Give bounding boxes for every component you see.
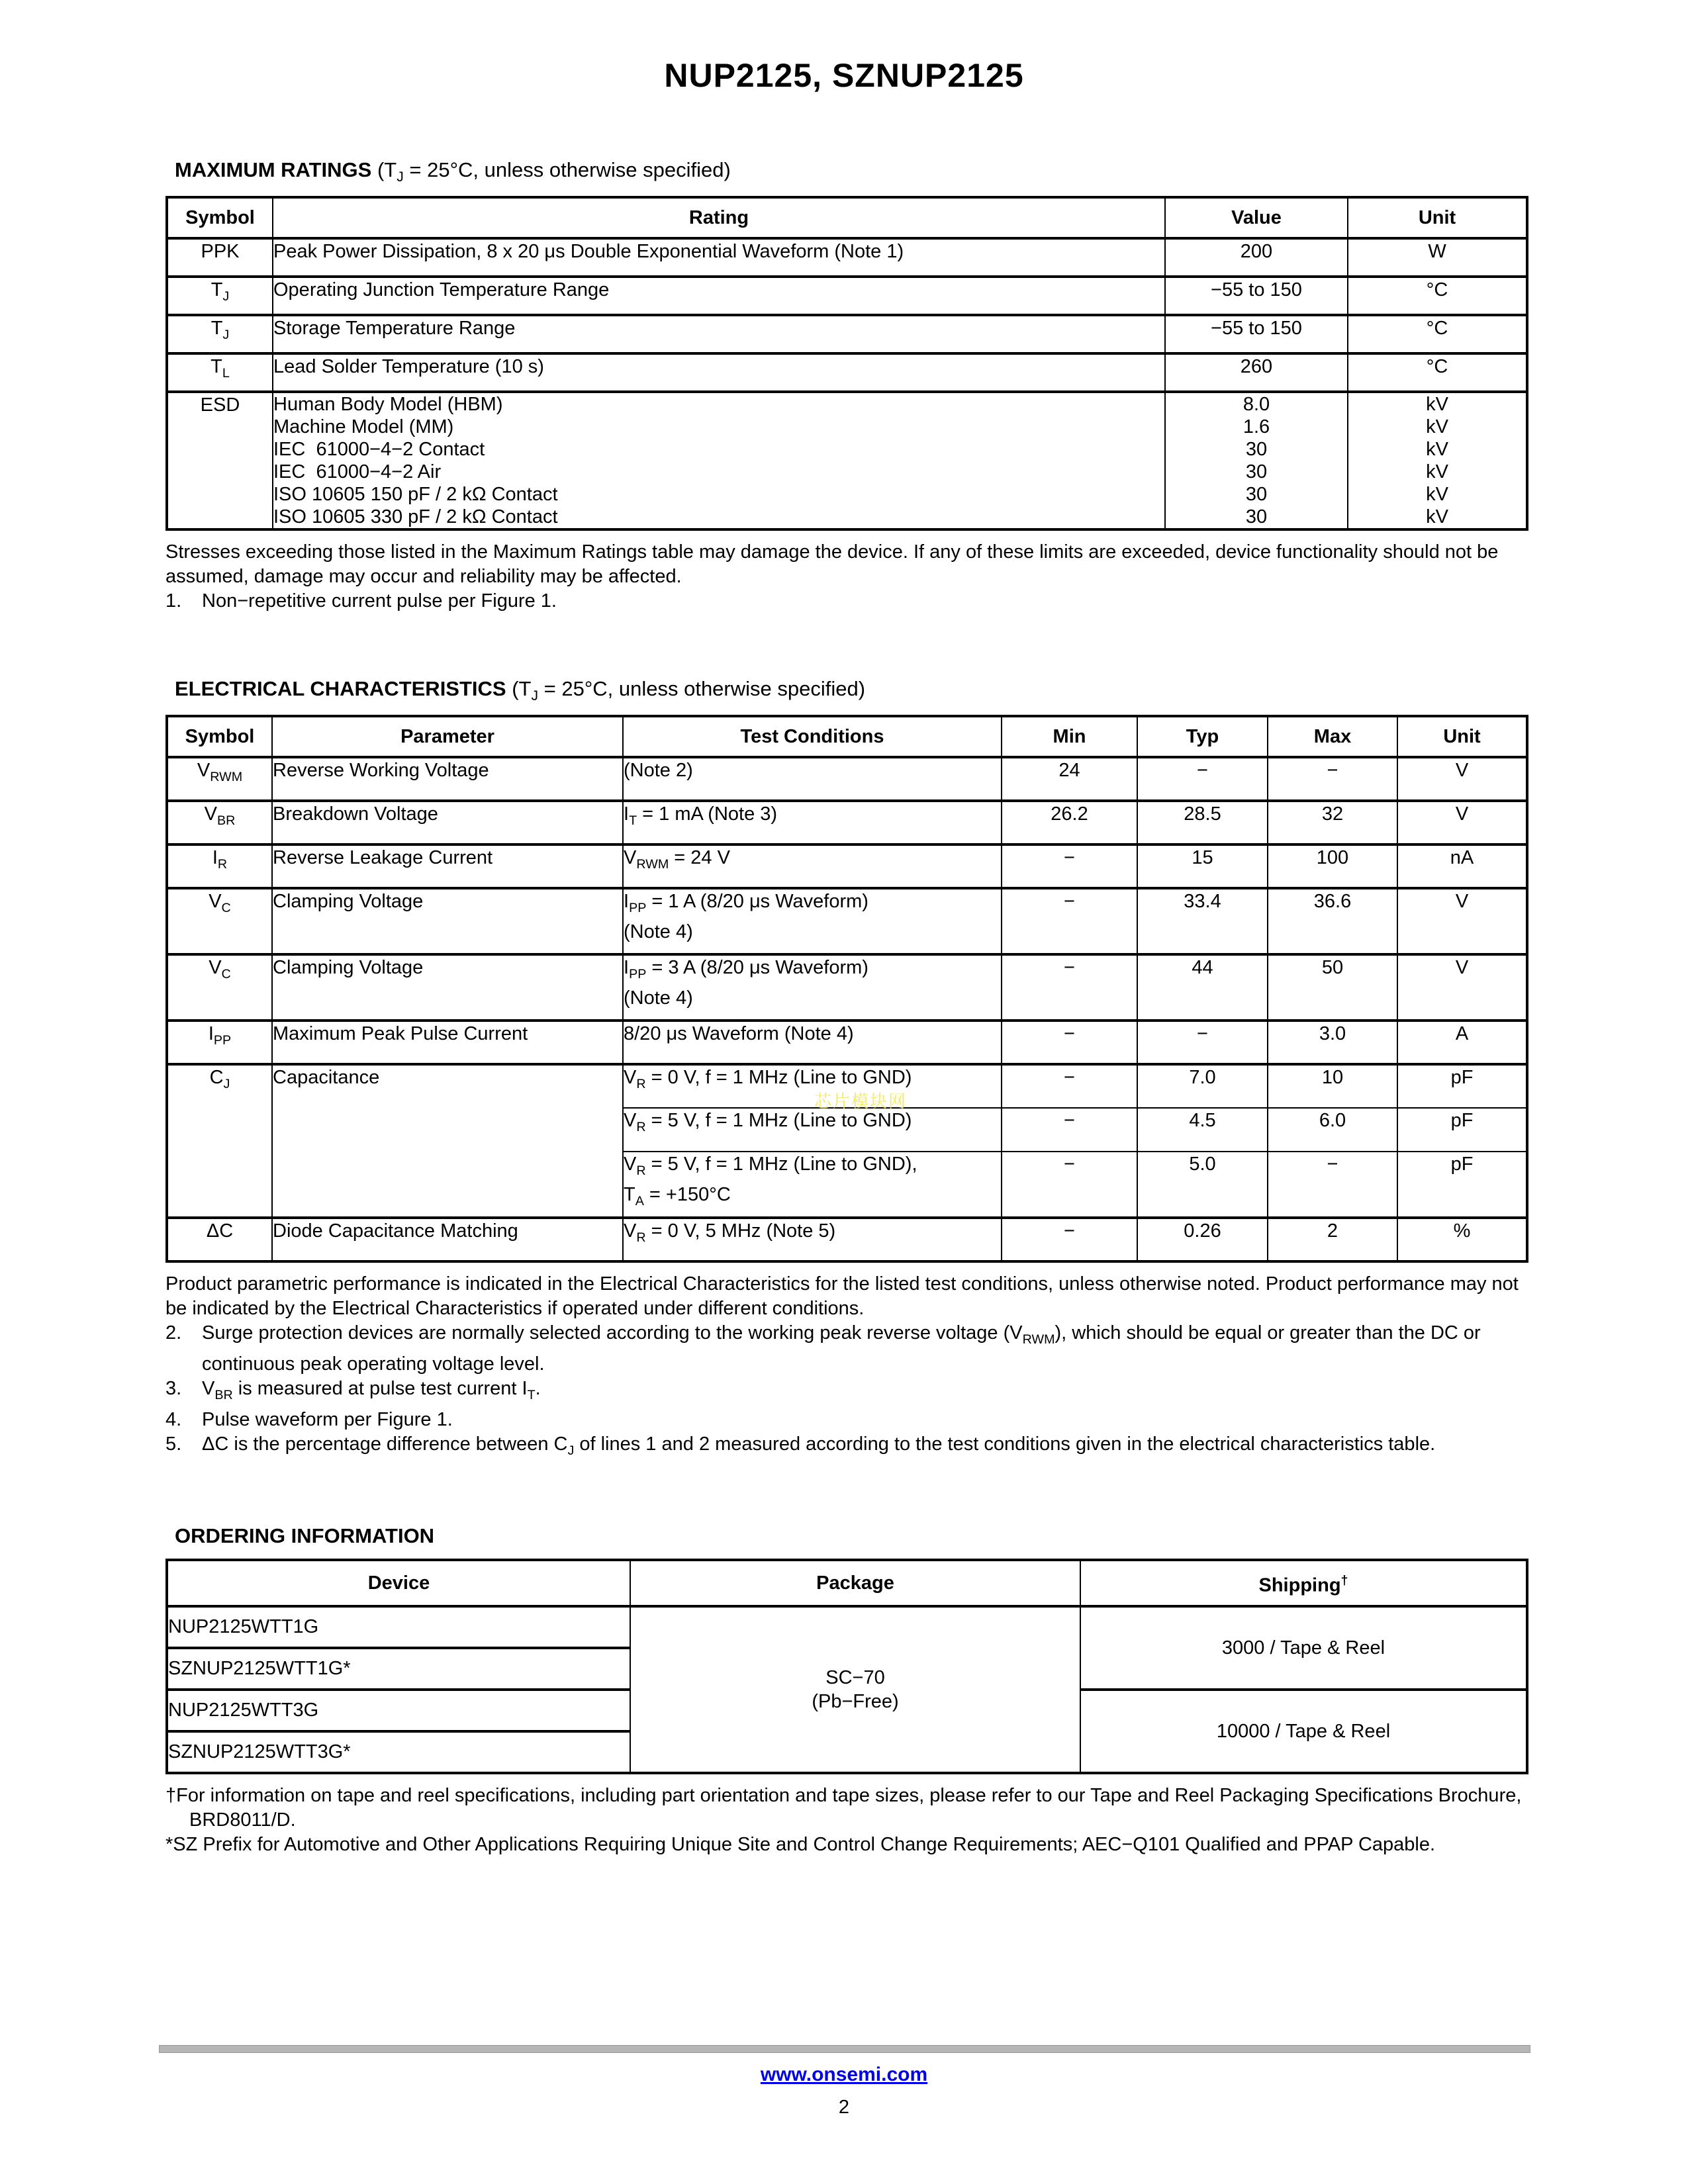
table-row [167,1218,1527,1261]
note-text: ΔC is the percentage difference between $C_J$ of lines 1 and 2 measured according to the test conditions given in the electrical characteristics table. [202,1433,1436,1458]
device-cell: SZNUP2125WTT1G* [167,1648,630,1690]
conditions-cell: $I_{PP} = 1$ A (8/20 μs Waveform) (Note 4) [623,888,1002,954]
electrical-heading [175,677,1526,704]
device-cell: SZNUP2125WTT3G* [167,1731,630,1773]
max-cell: 10 [1268,1064,1397,1108]
conditions-text: $V_R = 0$ V, f = 1 MHz (Line to GND) [624,1067,912,1092]
max-cell: 2 [1268,1218,1397,1261]
col-header-rating: Rating [273,197,1165,238]
typ-cell: − [1137,1021,1268,1064]
unit-cell: °C [1348,315,1527,353]
esd-rating-line: ISO 10605 150 pF / 2 kΩ Contact [273,484,558,506]
table-row [167,277,1527,315]
unit-cell: pF [1397,1152,1527,1218]
note-number: 2. [165,1322,182,1344]
min-cell: − [1002,1152,1137,1218]
watermark: 芯片模块网 [814,1091,908,1112]
page-number: 2 [838,2097,850,2118]
esd-unit-line: kV [1426,506,1448,528]
note-1 [165,589,1526,614]
conditions-cell: $I_T = 1$ mA (Note 3) [623,801,1002,844]
col-header-max: Max [1268,716,1397,757]
min-cell: 24 [1002,757,1137,801]
col-header-device: Device [167,1560,630,1606]
esd-unit-line: kV [1426,439,1448,461]
min-cell: − [1002,1021,1137,1064]
typ-cell: 5.0 [1137,1152,1268,1218]
col-header-symbol: Symbol [167,716,272,757]
parameter-cell: Breakdown Voltage [272,801,623,844]
table-row [167,315,1527,353]
esd-rating-line: ISO 10605 330 pF / 2 kΩ Contact [273,506,558,528]
esd-rating-line: IEC 61000−4−2 Air [273,461,442,483]
parameter-cell: Diode Capacitance Matching [272,1218,623,1261]
note-text: Surge protection devices are normally selected according to the working peak reverse voltage $(V_{RWM})$, which should be equal or greater than the DC or continuous peak operating voltage level. [202,1322,1481,1375]
unit-cell: pF [1397,1064,1527,1108]
conditions-cell: $V_R = 5$ V, f = 1 MHz (Line to GND), $T_A = +150^\circ C$ [623,1152,1002,1218]
parameter-cell: Maximum Peak Pulse Current [272,1021,623,1064]
col-header-typ: Typ [1137,716,1268,757]
min-cell: − [1002,844,1137,888]
symbol-cell: $C_J$ [167,1064,272,1218]
electrical-characteristics-table [165,715,1528,1263]
typ-cell: − [1137,757,1268,801]
symbol-cell: $T_J$ [167,315,273,353]
symbol-cell: ΔC [167,1218,272,1261]
col-header-package: Package [630,1560,1080,1606]
table-row [167,353,1527,392]
esd-rating-line: Human Body Model (HBM) [273,394,503,416]
table-row [167,238,1527,277]
typ-cell: 7.0 [1137,1064,1268,1108]
esd-unit-line: kV [1426,484,1448,506]
typ-cell: 15 [1137,844,1268,888]
unit-cell: V [1397,954,1527,1021]
unit-cell: V [1397,801,1527,844]
table-row [167,954,1527,1021]
esd-rating-line: Machine Model (MM) [273,416,454,438]
parameter-cell: Clamping Voltage [272,954,623,1021]
note-number: 1. [165,590,182,612]
table-row [167,844,1527,888]
esd-value-line: 30 [1245,506,1268,528]
symbol-cell: $T_L$ [167,353,273,392]
unit-cell: % [1397,1218,1527,1261]
table-row [167,888,1527,954]
max-cell: 6.0 [1268,1108,1397,1152]
col-header-min: Min [1002,716,1137,757]
table-row-esd [167,392,1527,529]
parameter-cell: Reverse Leakage Current [272,844,623,888]
esd-value-line: 30 [1245,461,1268,483]
value-cell: −55 to 150 [1165,315,1348,353]
note-text: Non−repetitive current pulse per Figure 1. [202,590,557,612]
shipping-cell: 10000 / Tape & Reel [1080,1690,1527,1773]
esd-unit-cell [1348,392,1527,529]
esd-unit-line: kV [1426,394,1448,416]
note-number: 5. [165,1433,182,1455]
symbol-cell: $I_R$ [167,844,272,888]
symbol-cell: ESD [167,392,273,529]
symbol-cell: PPK [167,238,273,277]
note-text: $V_{BR}$ is measured at pulse test current $I_T$. [202,1378,541,1402]
ordering-footnotes [165,1784,1526,1857]
min-cell: − [1002,1108,1137,1152]
max-ratings-heading-label: MAXIMUM RATINGS [175,158,372,181]
parameter-cell: Clamping Voltage [272,888,623,954]
max-cell: 32 [1268,801,1397,844]
max-cell: 100 [1268,844,1397,888]
conditions-cell: $V_R = 0$ V, 5 MHz (Note 5) [623,1218,1002,1261]
esd-value-line: 30 [1245,439,1268,461]
typ-cell: 4.5 [1137,1108,1268,1152]
min-cell: − [1002,954,1137,1021]
electrical-heading-label: ELECTRICAL CHARACTERISTICS [175,677,506,701]
max-cell: − [1268,757,1397,801]
max-ratings-disclaimer: Stresses exceeding those listed in the Maximum Ratings table may damage the device. If any of these limits are exceeded, device functionality should not be assumed, damage may occur and reliability may be affected. [165,541,1499,588]
table-row [167,1606,1527,1648]
electrical-disclaimer: Product parametric performance is indicated in the Electrical Characteristics for the listed test conditions, unless otherwise noted. Product performance may not be indicated by the Electrical Characteristics if operated under different conditions. [165,1273,1519,1320]
unit-cell: W [1348,238,1527,277]
ordering-heading-label: ORDERING INFORMATION [175,1524,435,1547]
conditions-cell: $V_R = 5$ V, f = 1 MHz (Line to GND) [623,1108,1002,1152]
symbol-cell: $V_C$ [167,888,272,954]
note-number: 4. [165,1408,182,1430]
shipping-cell: 3000 / Tape & Reel [1080,1606,1527,1690]
footnote-star: *SZ Prefix for Automotive and Other Applications Requiring Unique Site and Control Change Requirements; AEC−Q101 Qualified and PPAP Capable. [165,1833,1436,1855]
col-header-symbol: Symbol [167,197,273,238]
max-cell: 50 [1268,954,1397,1021]
symbol-cell: $V_{RWM}$ [167,757,272,801]
conditions-cell: $I_{PP} = 3$ A (8/20 μs Waveform) (Note 4) [623,954,1002,1021]
esd-value-line: 30 [1245,484,1268,506]
electrical-heading-condition: ($T_J = 25^\circ C$, unless otherwise specified) [512,677,866,704]
esd-value-cell [1165,392,1348,529]
table-row [167,801,1527,844]
symbol-cell: $V_C$ [167,954,272,1021]
rating-cell: Storage Temperature Range [273,315,1165,353]
onsemi-link[interactable]: www.onsemi.com [760,2064,928,2085]
content-area [165,158,1526,1857]
col-header-shipping: Shipping† [1080,1560,1527,1606]
symbol-cell: $I_{PP}$ [167,1021,272,1064]
rating-cell: Operating Junction Temperature Range [273,277,1165,315]
electrical-header-row [167,716,1527,757]
value-cell: −55 to 150 [1165,277,1348,315]
unit-cell: °C [1348,277,1527,315]
esd-value-line: 8.0 [1243,394,1270,416]
ordering-heading [175,1524,1526,1548]
table-row [167,1021,1527,1064]
table-row [167,757,1527,801]
esd-rating-cell [273,392,1165,529]
max-ratings-heading [175,158,1526,185]
note-5 [165,1432,1526,1463]
esd-value-line: 1.6 [1243,416,1270,438]
rating-cell: Peak Power Dissipation, 8 x 20 μs Double Exponential Waveform (Note 1) [273,238,1165,277]
note-text: Pulse waveform per Figure 1. [202,1408,453,1430]
note-4 [165,1408,1526,1432]
col-header-parameter: Parameter [272,716,623,757]
conditions-cell: $V_{RWM} = 24$ V [623,844,1002,888]
value-cell: 260 [1165,353,1348,392]
value-cell: 200 [1165,238,1348,277]
unit-cell: pF [1397,1108,1527,1152]
ordering-information-table [165,1559,1528,1774]
max-cell: 36.6 [1268,888,1397,954]
device-cell: NUP2125WTT3G [167,1690,630,1731]
parameter-cell: Capacitance [272,1064,623,1218]
typ-cell: 0.26 [1137,1218,1268,1261]
footer [0,2064,1688,2086]
unit-cell: V [1397,888,1527,954]
footer-divider [159,2045,1530,2053]
max-ratings-heading-condition: ($T_J = 25^\circ C$, unless otherwise specified) [377,158,731,185]
symbol-cell: $T_J$ [167,277,273,315]
note-number: 3. [165,1378,182,1400]
typ-cell: 44 [1137,954,1268,1021]
max-cell: 3.0 [1268,1021,1397,1064]
note-3 [165,1377,1526,1408]
col-header-conditions: Test Conditions [623,716,1002,757]
conditions-cell: 8/20 μs Waveform (Note 4) [623,1021,1002,1064]
unit-cell: A [1397,1021,1527,1064]
unit-cell: V [1397,757,1527,801]
rating-cell: Lead Solder Temperature (10 s) [273,353,1165,392]
note-2 [165,1321,1526,1377]
col-header-unit: Unit [1348,197,1527,238]
unit-cell: °C [1348,353,1527,392]
min-cell: − [1002,1218,1137,1261]
typ-cell: 33.4 [1137,888,1268,954]
min-cell: − [1002,888,1137,954]
conditions-cell: (Note 2) [623,757,1002,801]
device-cell: NUP2125WTT1G [167,1606,630,1648]
esd-unit-line: kV [1426,416,1448,438]
max-ratings-header-row [167,197,1527,238]
footnote-dagger: †For information on tape and reel specifications, including part orientation and tape sizes, please refer to our Tape and Reel Packaging Specifications Brochure, BRD8011/D. [165,1784,1522,1831]
ordering-header-row [167,1560,1527,1606]
table-row-cj [167,1064,1527,1108]
parameter-cell: Reverse Working Voltage [272,757,623,801]
conditions-cell [623,1064,1002,1112]
page-title: NUP2125, SZNUP2125 [664,57,1024,94]
esd-unit-line: kV [1426,461,1448,483]
col-header-unit: Unit [1397,716,1527,757]
min-cell: − [1002,1064,1137,1108]
min-cell: 26.2 [1002,801,1137,844]
package-cell: SC−70 (Pb−Free) [630,1606,1080,1773]
col-header-value: Value [1165,197,1348,238]
esd-rating-line: IEC 61000−4−2 Contact [273,439,485,461]
symbol-cell: $V_{BR}$ [167,801,272,844]
typ-cell: 28.5 [1137,801,1268,844]
maximum-ratings-table [165,196,1528,531]
unit-cell: nA [1397,844,1527,888]
max-cell: − [1268,1152,1397,1218]
